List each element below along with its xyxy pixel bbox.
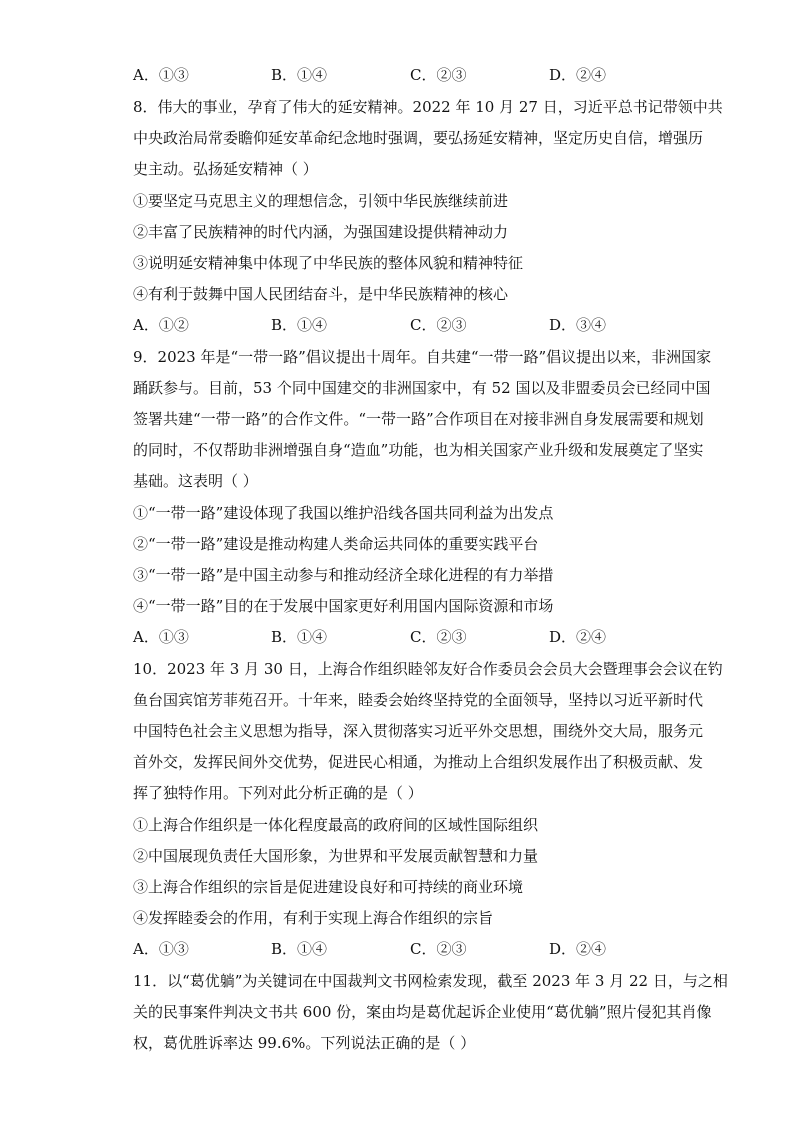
q10-option: ④发挥睦委会的作用，有利于实现上海合作组织的宗旨 bbox=[133, 909, 494, 927]
choice-a: A．①② bbox=[133, 316, 189, 334]
q8-option: ①要坚定马克思主义的理想信念，引领中华民族继续前进 bbox=[133, 192, 509, 210]
choice-b: B．①④ bbox=[271, 66, 328, 84]
q10-option: ②中国展现负责任大国形象，为世界和平发展贡献智慧和力量 bbox=[133, 847, 539, 865]
q10-choices bbox=[133, 939, 693, 959]
choice-a: A．①③ bbox=[133, 66, 189, 84]
choice-b: B．①④ bbox=[271, 940, 328, 958]
q9-stem-line: 9．2023 年是“一带一路”倡议提出十周年。自共建“一带一路”倡议提出以来，非洲国家 bbox=[133, 348, 712, 366]
q8-option: ②丰富了民族精神的时代内涵，为强国建设提供精神动力 bbox=[133, 223, 509, 241]
q9-choices bbox=[133, 627, 693, 647]
q10-stem-line: 中国特色社会主义思想为指导，深入贯彻落实习近平外交思想，围绕外交大局，服务元 bbox=[133, 722, 704, 740]
choice-b: B．①④ bbox=[271, 316, 328, 334]
q9-stem-line: 的同时，不仅帮助非洲增强自身“造血”功能，也为相关国家产业升级和发展奠定了坚实 bbox=[133, 441, 704, 459]
choice-c: C．②③ bbox=[410, 316, 467, 334]
q10-stem-line: 鱼台国宾馆芳菲苑召开。十年来，睦委会始终坚持党的全面领导，坚持以习近平新时代 bbox=[133, 691, 704, 709]
q9-option: ③“一带一路”是中国主动参与和推动经济全球化进程的有力举措 bbox=[133, 566, 554, 584]
choice-c: C．②③ bbox=[410, 66, 467, 84]
choice-d: D．③④ bbox=[549, 316, 607, 334]
choice-c: C．②③ bbox=[410, 940, 467, 958]
q11-stem-line: 权，葛优胜诉率达 99.6%。下列说法正确的是（ ） bbox=[133, 1034, 476, 1052]
choice-a: A．①③ bbox=[133, 628, 189, 646]
choice-a: A．①③ bbox=[133, 940, 189, 958]
q7-choices bbox=[133, 65, 693, 85]
q10-stem-line: 首外交，发挥民间外交优势，促进民心相通，为推动上合组织发展作出了积极贡献、发 bbox=[133, 753, 704, 771]
q10-option: ①上海合作组织是一体化程度最高的政府间的区域性国际组织 bbox=[133, 816, 539, 834]
q11-stem-line: 11．以“葛优躺”为关键词在中国裁判文书网检索发现，截至 2023 年 3 月 22 日，与之相 bbox=[133, 972, 728, 990]
q11-stem-line: 关的民事案件判决文书共 600 份，案由均是葛优起诉企业使用“葛优躺”照片侵犯其肖像 bbox=[133, 1003, 712, 1021]
choice-b: B．①④ bbox=[271, 628, 328, 646]
q10-option: ③上海合作组织的宗旨是促进建设良好和可持续的商业环境 bbox=[133, 878, 524, 896]
q8-option: ④有利于鼓舞中国人民团结奋斗，是中华民族精神的核心 bbox=[133, 285, 509, 303]
choice-c: C．②③ bbox=[410, 628, 467, 646]
q9-stem-line: 踊跃参与。目前，53 个同中国建交的非洲国家中，有 52 国以及非盟委员会已经同中国 bbox=[133, 379, 711, 397]
choice-d: D．②④ bbox=[549, 940, 607, 958]
q10-stem-line: 挥了独特作用。下列对此分析正确的是（ ） bbox=[133, 784, 423, 802]
q9-stem-line: 签署共建“一带一路”的合作文件。“一带一路”合作项目在对接非洲自身发展需要和规划 bbox=[133, 410, 704, 428]
q9-option: ②“一带一路”建设是推动构建人类命运共同体的重要实践平台 bbox=[133, 535, 539, 553]
q9-stem-line: 基础。这表明（ ） bbox=[133, 472, 258, 490]
q8-stem-line: 中央政治局常委瞻仰延安革命纪念地时强调，要弘扬延安精神，坚定历史自信，增强历 bbox=[133, 129, 704, 147]
choice-d: D．②④ bbox=[549, 628, 607, 646]
q8-stem-line: 史主动。弘扬延安精神（ ） bbox=[133, 160, 318, 178]
q9-option: ①“一带一路”建设体现了我国以维护沿线各国共同利益为出发点 bbox=[133, 504, 554, 522]
q8-choices bbox=[133, 315, 693, 335]
choice-d: D．②④ bbox=[549, 66, 607, 84]
q8-option: ③说明延安精神集中体现了中华民族的整体风貌和精神特征 bbox=[133, 254, 524, 272]
q9-option: ④“一带一路”目的在于发展中国家更好利用国内国际资源和市场 bbox=[133, 597, 554, 615]
q10-stem-line: 10．2023 年 3 月 30 日，上海合作组织睦邻友好合作委员会会员大会暨理事会会议在钓 bbox=[133, 660, 723, 678]
q8-stem-line: 8．伟大的事业，孕育了伟大的延安精神。2022 年 10 月 27 日，习近平总书记带领中共 bbox=[133, 98, 723, 116]
